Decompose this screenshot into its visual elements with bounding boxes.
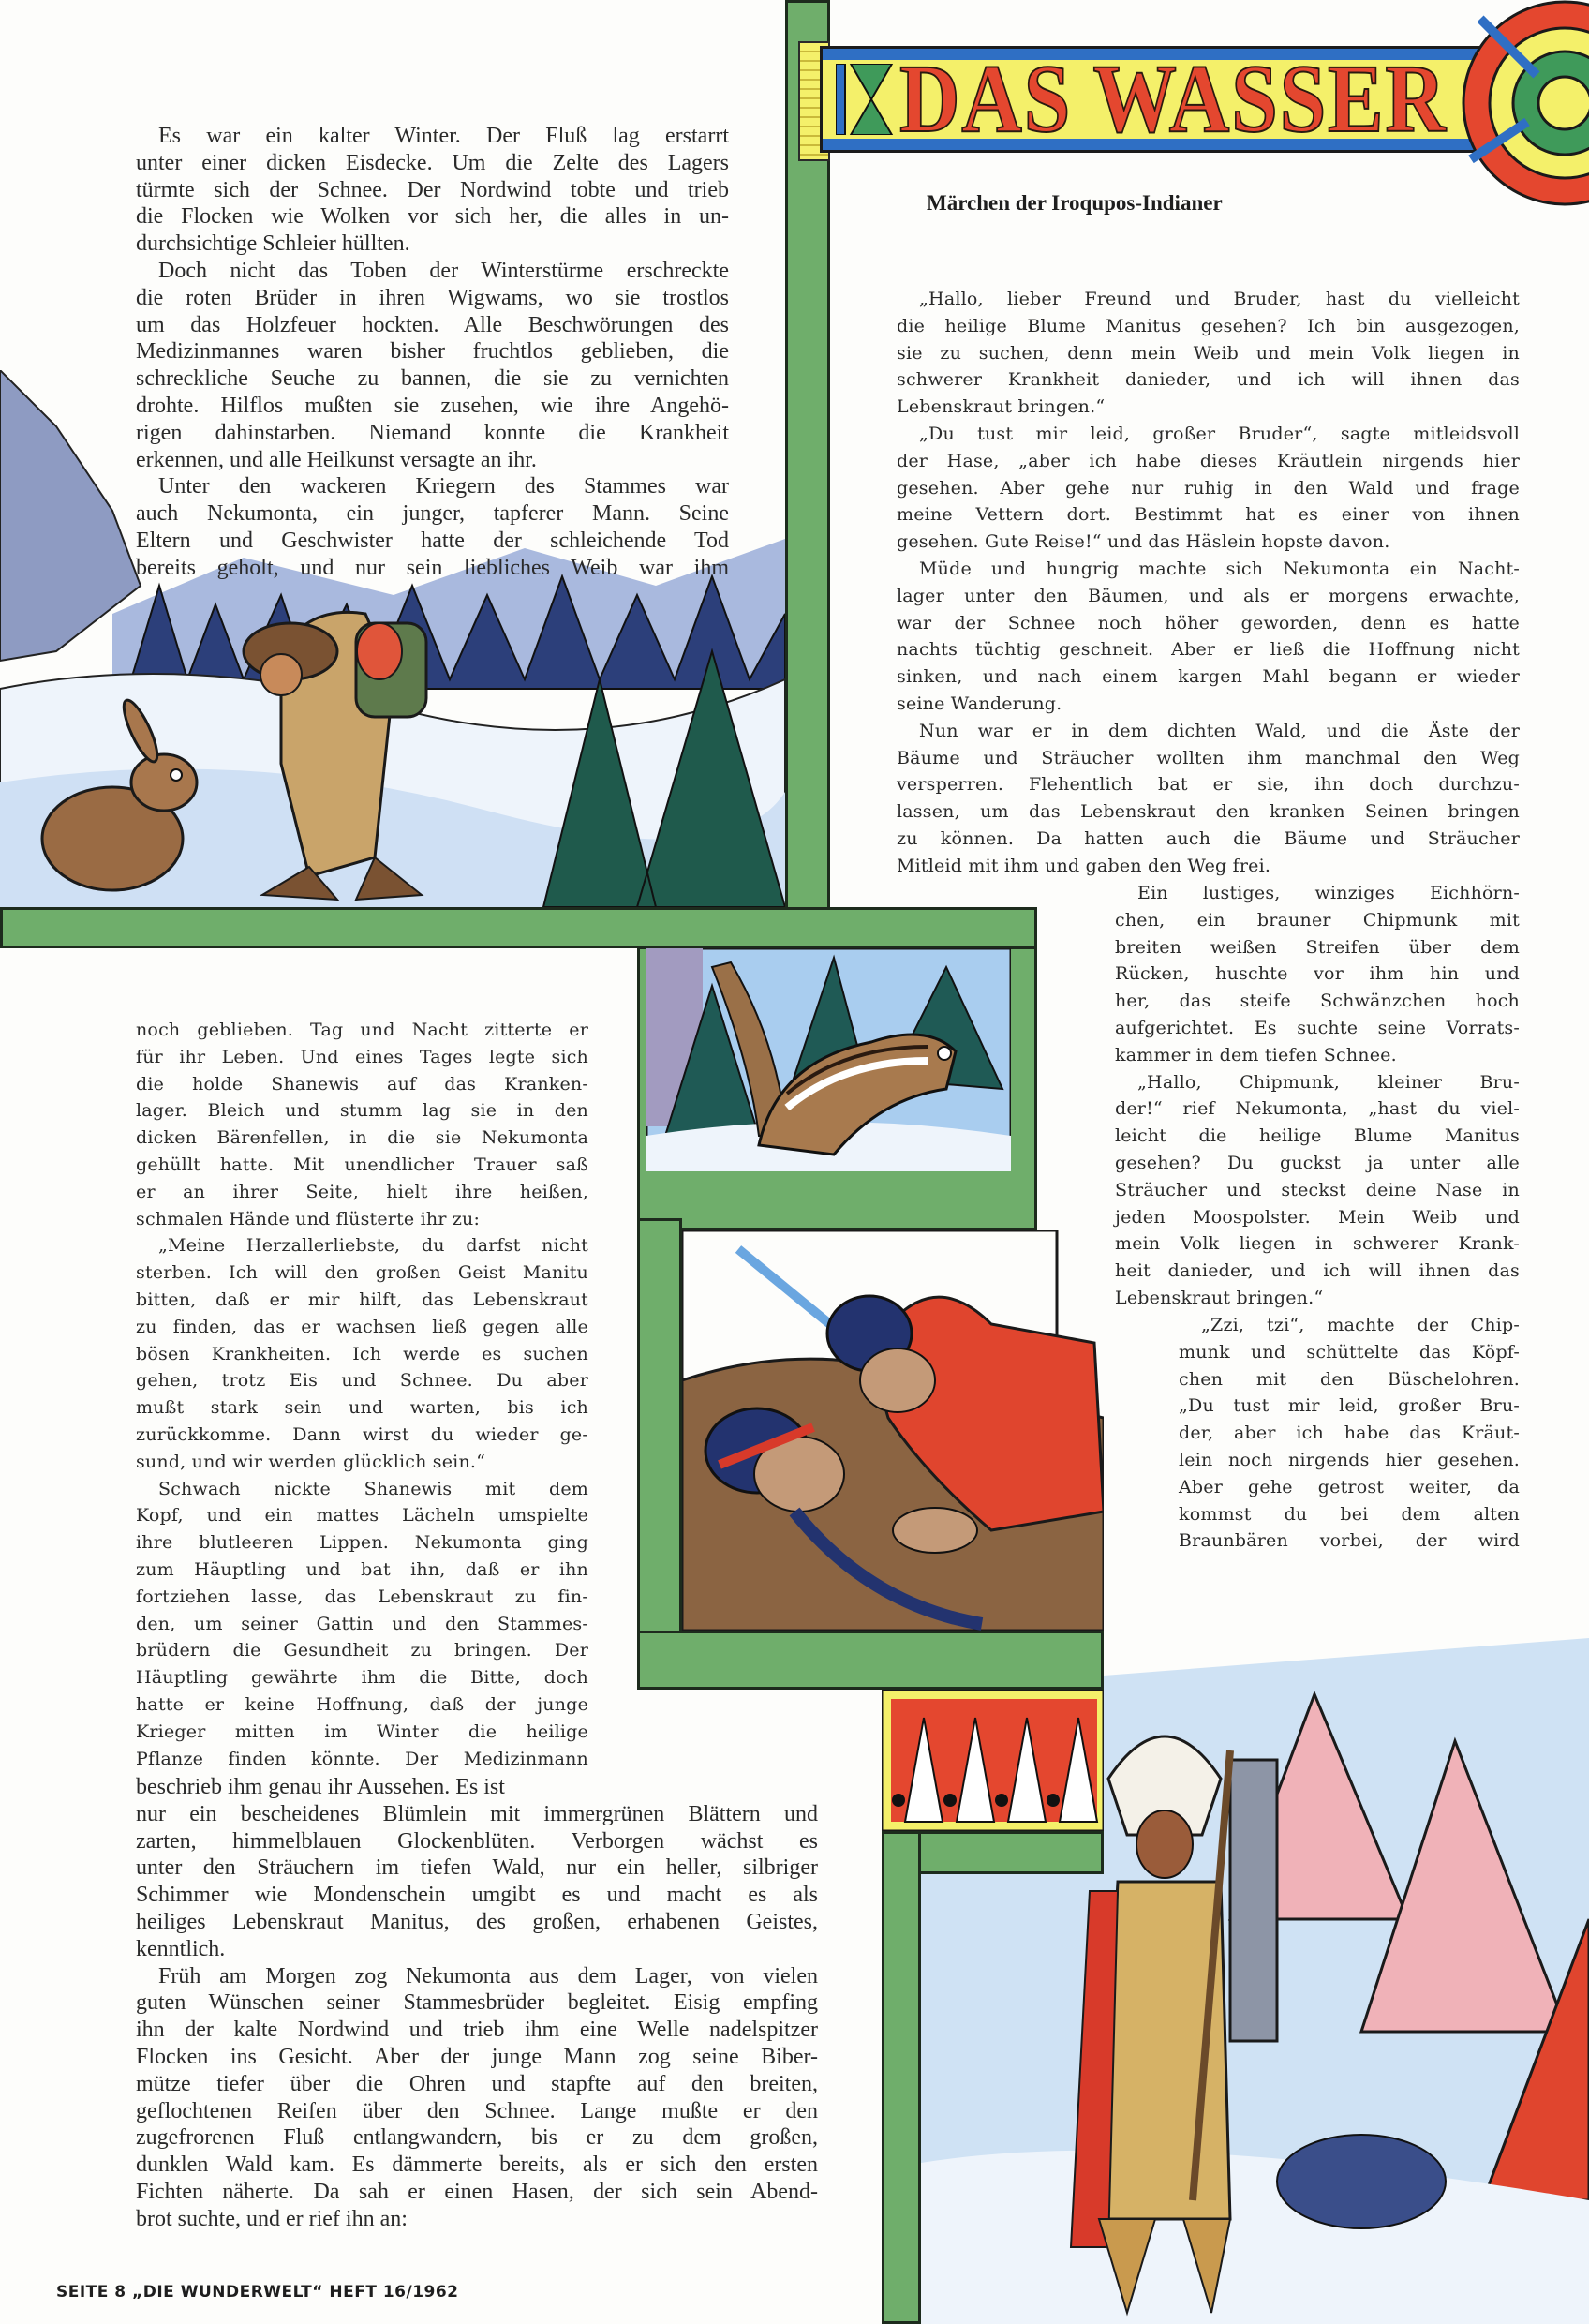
text-line: Medizinmannes waren bisher fruchtlos geblieben, die [136, 339, 729, 365]
text-line: breiten weißen Streifen über dem [1115, 936, 1520, 958]
text-line: chen mit den Büschelohren. [1179, 1368, 1520, 1390]
text-line: Häuptling gewährte ihm die Bitte, doch [136, 1667, 588, 1689]
text-line: zarten, himmelblauen Glockenblüten. Verborgen wächst es [136, 1828, 818, 1854]
paragraph [1115, 1069, 1520, 1312]
paragraph [136, 1801, 818, 1963]
text-line: bösen Krankheiten. Ich werde es suchen [136, 1343, 588, 1364]
text-line: zu können. Da hatten auch die Bäume und Sträucher [897, 827, 1520, 849]
text-line: gesehen. Aber gehe nur ruhig in den Wald und frage [897, 477, 1520, 499]
text-line: Krieger mitten im Winter die heilige [136, 1721, 588, 1742]
text-line: noch geblieben. Tag und Nacht zitterte er [136, 1020, 588, 1040]
text-column-left-top [136, 123, 729, 582]
text-line: bereits geholt, und nur sein liebliches Weib war ihm [136, 555, 729, 580]
page-footer: SEITE 8 „DIE WUNDERWELT“ HEFT 16/1962 [56, 2283, 459, 2302]
paragraph [136, 1774, 818, 1801]
illustration-couple [682, 1230, 1104, 1631]
text-line: mein Volk liegen in schwerer Krank- [1115, 1233, 1520, 1255]
text-line: Eltern und Geschwister hatte der schleichende Tod [136, 528, 729, 553]
text-line: Doch nicht das Toben der Winterstürme erschreckte [158, 258, 729, 283]
paragraph [897, 718, 1520, 880]
text-line: die roten Brüder in ihren Wigwams, wo sie trostlos [136, 285, 729, 310]
text-line: kenntlich. [136, 1936, 226, 1961]
text-line: meine Vettern dort. Bestimmt hat es einer von ihnen [897, 504, 1520, 526]
text-line: Schimmer wie Mondenschein umgibt es und macht es als [136, 1883, 818, 1908]
paragraph [136, 123, 729, 258]
text-line: Pflanze finden könnte. Der Medizinmann [136, 1748, 588, 1769]
text-line: zum Häuptling und bat ihn, daß er ihn [136, 1558, 588, 1580]
text-line: die holde Shanewis auf das Kranken- [136, 1073, 588, 1095]
text-line: geflochtenen Reifen über den Schnee. Lange mußte er den [136, 2098, 818, 2123]
text-line: lassen, um das Lebenskraut den kranken Seinen bringen [897, 801, 1520, 823]
text-line: nur ein bescheidenes Blümlein mit immergrünen Blättern und [136, 1801, 818, 1826]
text-line: gesehen? Du guckst ja unter alle [1115, 1152, 1520, 1173]
text-line: dicken Bärenfellen, in die sie Nekumonta [136, 1127, 588, 1149]
text-line: rigen dahinstarben. Niemand konnte die Krankheit [136, 420, 729, 445]
text-line: sie zu suchen, denn mein Weib und mein Volk liegen in [897, 342, 1520, 364]
text-line: die Flocken wie Wolken vor sich her, die alles in un- [136, 204, 729, 230]
text-line: fortziehen lasse, das Lebenskraut zu fin- [136, 1586, 588, 1607]
text-line: mußt stark sein und warten, bis ich [136, 1397, 588, 1419]
text-line: zugefrorenen Fluß entlangwandern, bis er zu dem großen, [136, 2125, 818, 2151]
text-line: der!“ rief Nekumonta, „hast du viel- [1115, 1098, 1520, 1120]
text-line: jeden Moospolster. Mein Weib und [1115, 1206, 1520, 1228]
text-line: unter den Sträuchern im tiefen Wald, nur ein heller, silbriger [136, 1855, 818, 1881]
text-line: Früh am Morgen zog Nekumonta aus dem Lager, von vielen [158, 1963, 818, 1989]
text-line: er an ihrer Seite, hielt ihre heißen, [136, 1181, 588, 1202]
illustration-chief-and-camp [921, 1638, 1589, 2324]
text-line: Kopf, und ein mattes Lächeln umspielte [136, 1505, 588, 1527]
text-line: Sträucher und steckst deine Nase in [1115, 1179, 1520, 1200]
text-line: aufgerichtet. Es suchte seine Vorrats- [1115, 1017, 1520, 1038]
text-column-left-middle [136, 1017, 588, 1772]
text-line: ihn der kalte Nordwind und trieb ihm eine Welle nadelspitzer [136, 2018, 818, 2043]
text-line: beschrieb ihm genau ihr Aussehen. Es ist [136, 1775, 505, 1799]
text-line: Müde und hungrig machte sich Nekumonta ein Nacht- [919, 558, 1520, 579]
text-line: brüdern die Gesundheit zu bringen. Der [136, 1640, 588, 1661]
text-line: heiliges Lebenskraut Manitus, des großen, erhabenen Geistes, [136, 1909, 818, 1934]
text-line: versperren. Flehentlich bat er sie, ihn doch durchzu- [897, 774, 1520, 796]
text-line: lein noch nirgends hier gesehen. [1179, 1449, 1520, 1470]
text-line: war der Schnee noch höher geworden, denn es hatte [897, 612, 1520, 633]
text-line: Rücken, huschte vor ihm hin und [1115, 963, 1520, 985]
text-line: die heilige Blume Manitus gesehen? Ich bin ausgezogen, [897, 315, 1520, 336]
text-line: Unter den wackeren Kriegern des Stammes war [158, 474, 729, 499]
paragraph [136, 258, 729, 473]
text-line: mütze tiefer über die Ohren und stapfte auf den breiten, [136, 2071, 818, 2096]
text-line: Braunbären vorbei, der wird [1179, 1530, 1520, 1552]
paragraph [136, 1476, 588, 1773]
text-line: Fichten näherte. Da sah er einen Hasen, der sich sein Abend- [136, 2179, 818, 2204]
diamond-ornament-icon [836, 64, 894, 135]
text-line: heit danieder, und ich will ihnen das [1115, 1260, 1520, 1282]
text-line: türmte sich der Schnee. Der Nordwind tobte und trieb [136, 177, 729, 202]
text-line: Flocken ins Gesicht. Aber der junge Mann zog seine Biber- [136, 2044, 818, 2069]
text-line: der, aber ich habe das Kräut- [1179, 1423, 1520, 1444]
text-line: bitten, daß er mir hilft, das Lebenskraut [136, 1289, 588, 1310]
text-line: durchsichtige Schleier hüllten. [136, 231, 410, 257]
text-line: ihre blutleeren Lippen. Nekumonta ging [136, 1532, 588, 1554]
text-column-left-bottom [136, 1774, 818, 2233]
paragraph [897, 556, 1520, 718]
text-line: zu finden, das er wachsen ließ gegen alle [136, 1316, 588, 1337]
text-line: chen, ein brauner Chipmunk mit [1115, 909, 1520, 931]
paragraph [897, 421, 1520, 556]
text-line: „Zzi, tzi“, machte der Chip- [1201, 1315, 1520, 1335]
text-line: Mitleid mit ihm und gaben den Weg frei. [897, 855, 1271, 876]
text-line: „Meine Herzallerliebste, du darfst nicht [158, 1235, 588, 1257]
text-line: unter einer dicken Eisdecke. Um die Zelte des Lagers [136, 150, 729, 175]
paragraph [1115, 880, 1520, 1069]
text-line: kammer in dem tiefen Schnee. [1115, 1044, 1397, 1065]
paragraph [136, 1963, 818, 2233]
text-line: den, um seiner Gattin und den Stammes- [136, 1613, 588, 1634]
text-line: dunklen Wald kam. Es dämmerte bereits, als er sich den ersten [136, 2153, 818, 2178]
text-line: Es war ein kalter Winter. Der Fluß lag erstarrt [158, 124, 729, 148]
text-line: drohte. Hilflos mußten sie zusehen, wie ihre Angehö- [136, 393, 729, 418]
text-line: sund, und wir werden glücklich sein.“ [136, 1451, 486, 1472]
text-line: leicht die heilige Blume Manitus [1115, 1125, 1520, 1147]
text-line: hatte er keine Hoffnung, daß der junge [136, 1693, 588, 1715]
text-line: gehen, trotz Eis und Schnee. Du aber [136, 1370, 588, 1392]
text-line: sterben. Ich will den großen Geist Manitu [136, 1262, 588, 1284]
text-line: Nun war er in dem dichten Wald, und die Äste der [919, 720, 1520, 741]
text-line: „Hallo, Chipmunk, kleiner Bru- [1137, 1071, 1520, 1093]
text-line: für ihr Leben. Und eines Tages legte sich [136, 1046, 588, 1067]
text-line: her, das steife Schwänzchen hoch [1115, 991, 1520, 1012]
text-line: „Du tust mir leid, großer Bruder“, sagte mitleidsvoll [919, 423, 1520, 444]
text-line: Ein lustiges, winziges Eichhörn- [1137, 883, 1520, 903]
text-line: Lebenskraut bringen.“ [1115, 1287, 1324, 1308]
frame-band-horizontal [0, 907, 1037, 948]
text-line: Aber gehe getrost weiter, da [1179, 1476, 1520, 1497]
text-column-right-top [897, 286, 1520, 880]
story-title: DAS WASSER [899, 45, 1448, 153]
text-line: Lebenskraut bringen.“ [897, 396, 1106, 418]
title-banner [823, 45, 1516, 153]
text-line: schreckliche Seuche zu bannen, die sie zu vernichten [136, 366, 729, 392]
text-line: nachts tüchtig geschneit. Aber er ließ die Hoffnung nicht [897, 639, 1520, 661]
text-line: schwerer Krankheit danieder, und ich will ihnen das [897, 369, 1520, 391]
text-line: Bäume und Sträucher wollten ihm manchmal den Weg [897, 747, 1520, 768]
text-line: brot suchte, und er rief ihn an: [136, 2206, 408, 2231]
text-line: um das Holzfeuer hockten. Alle Beschwörungen des [136, 312, 729, 337]
text-line: seine Wanderung. [897, 693, 1062, 714]
paragraph [136, 1232, 588, 1475]
text-line: lager unter den Bäumen, und als er morgens erwachte, [897, 585, 1520, 606]
text-line: erkennen, und alle Heilkunst versagte an ihr. [136, 447, 537, 472]
paragraph [136, 1017, 588, 1232]
text-line: Schwach nickte Shanewis mit dem [158, 1478, 588, 1499]
text-line: der Hase, „aber ich habe dieses Kräutlein nirgends hier [897, 450, 1520, 471]
text-line: zurückkomme. Dann wirst du wieder ge- [136, 1423, 588, 1445]
story-subtitle: Märchen der Iroqupos-Indianer [927, 191, 1223, 215]
text-line: „Hallo, lieber Freund und Bruder, hast du vielleicht [919, 289, 1520, 309]
text-line: „Du tust mir leid, großer Bru- [1179, 1395, 1520, 1417]
frame-band-chief-left [882, 1831, 921, 2324]
frame-band-couple-left [637, 1218, 682, 1690]
text-line: auch Nekumonta, ein junger, tapferer Mann. Seine [136, 501, 729, 527]
text-line: guten Wünschen seiner Stammesbrüder begleitet. Eisig empfing [136, 1990, 818, 2016]
text-line: gehüllt hatte. Mit unendlicher Trauer saß [136, 1154, 588, 1175]
text-column-right-narrow [1115, 880, 1520, 1312]
text-line: lager. Bleich und stumm lag sie in den [136, 1100, 588, 1122]
paragraph [897, 286, 1520, 421]
paragraph [136, 473, 729, 581]
text-line: munk und schüttelte das Köpf- [1179, 1341, 1520, 1363]
feather-rosette-ornament [1462, 0, 1589, 225]
text-column-right-narrower [1179, 1312, 1520, 1555]
text-line: schmalen Hände und flüsterte ihr zu: [136, 1208, 481, 1229]
text-line: sinken, und nach einem kargen Mahl begann er wieder [897, 666, 1520, 688]
text-line: kommst du bei dem alten [1179, 1503, 1520, 1525]
illustration-chipmunk [646, 948, 1011, 1171]
text-line: gesehen. Gute Reise!“ und das Häslein hopste davon. [897, 531, 1390, 553]
paragraph [1179, 1312, 1520, 1555]
